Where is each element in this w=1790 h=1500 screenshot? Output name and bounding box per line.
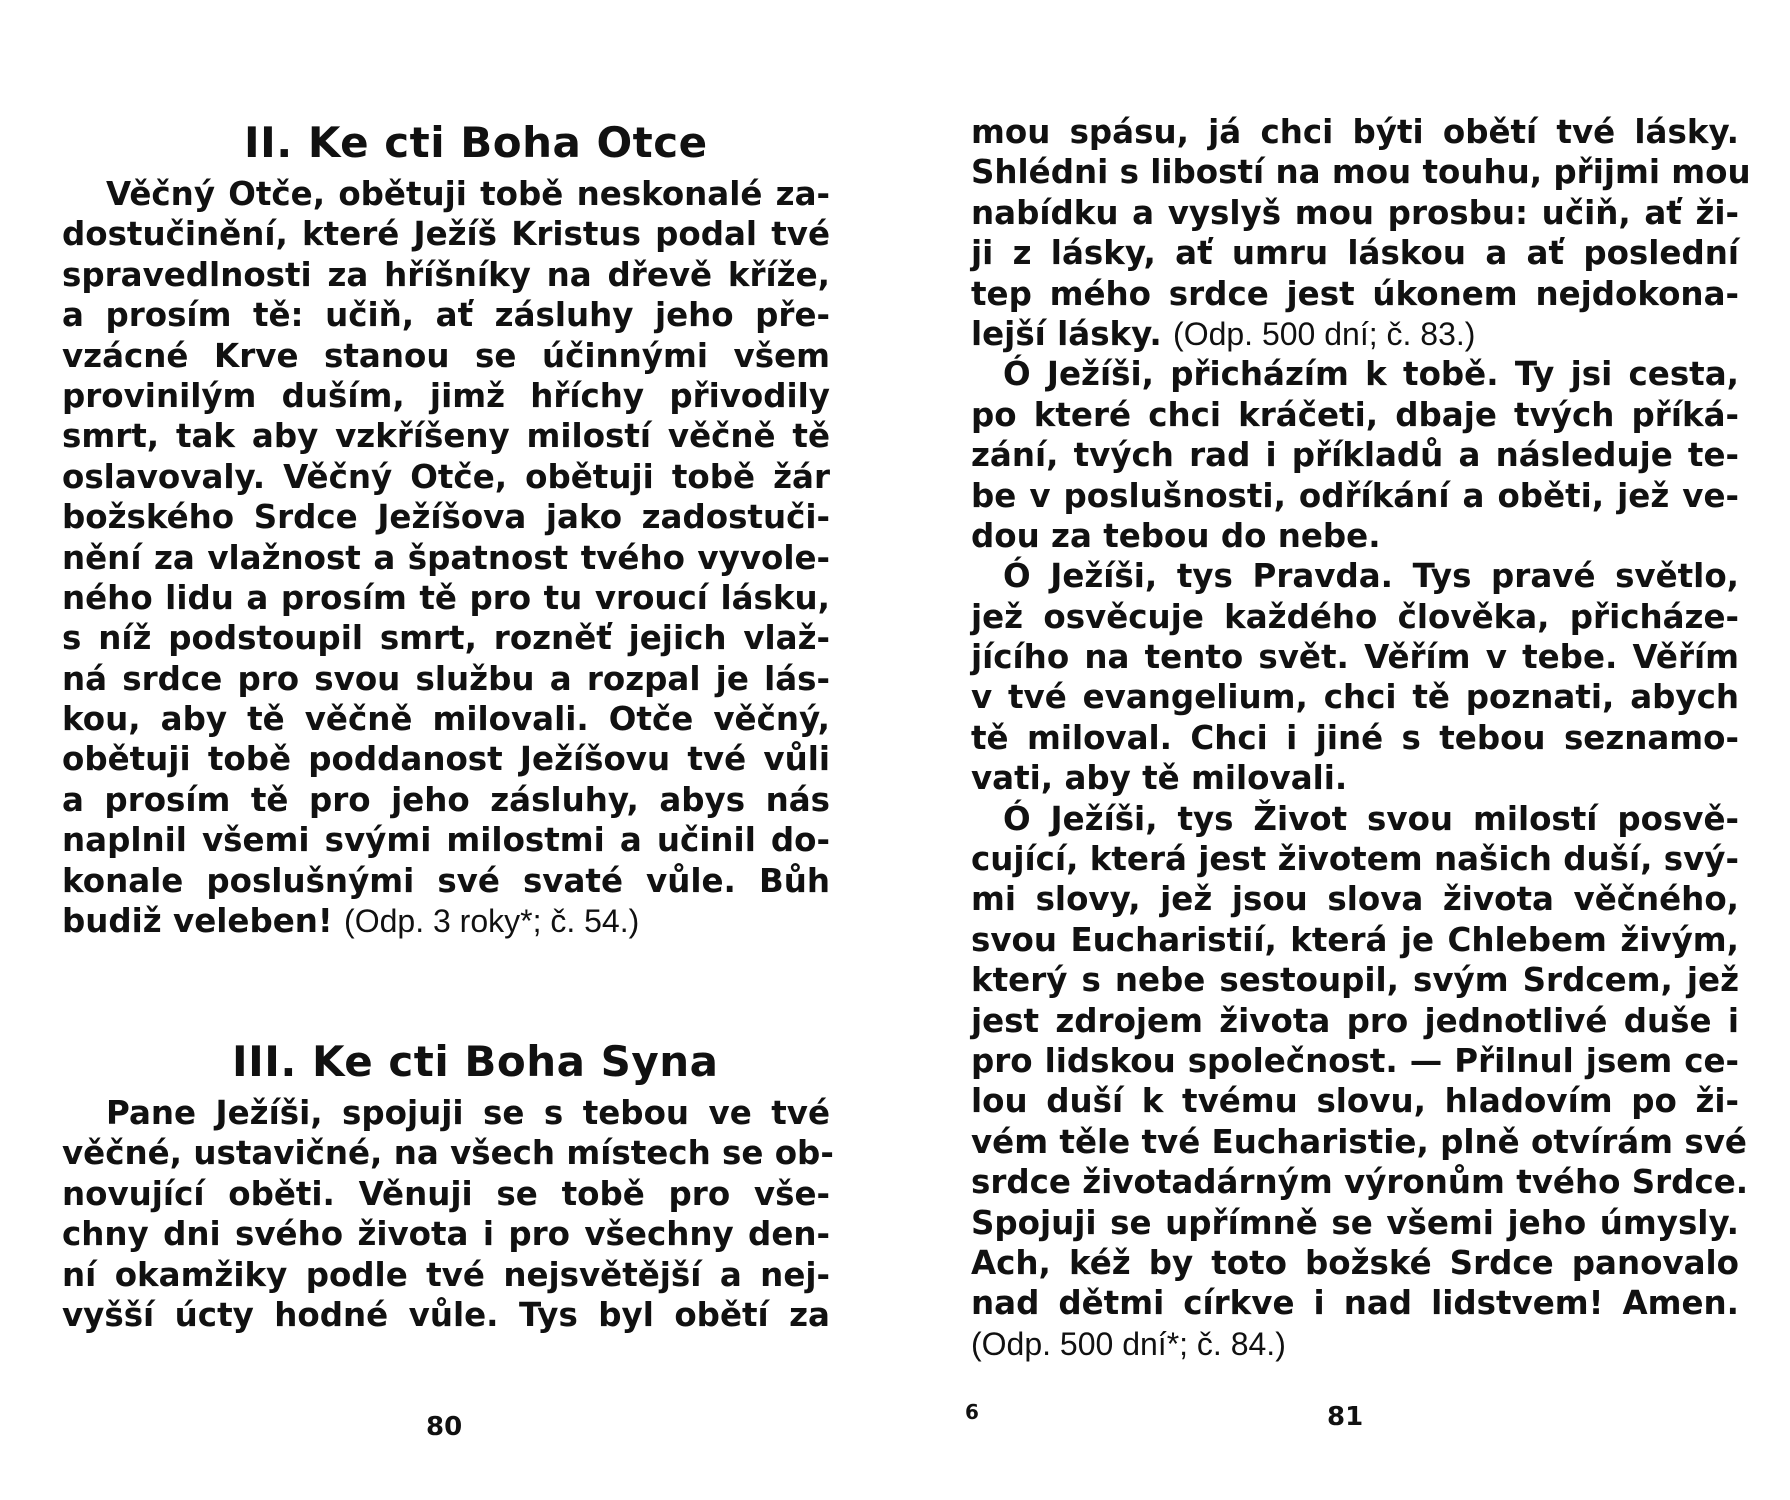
text-line: nad dětmi církve i nad lidstvem! Amen. xyxy=(971,1284,1739,1323)
text-line: kou, aby tě věčně milovali. Otče věčný, xyxy=(62,700,830,739)
text-line: zání, tvých rad i příkladů a následuje te- xyxy=(971,436,1739,475)
text-line: Spojuji se upřímně se všemi jeho úmysly. xyxy=(971,1203,1739,1242)
text-line-last: dou za tebou do nebe. xyxy=(971,516,1381,555)
section-heading-iii: III. Ke cti Boha Syna xyxy=(232,1037,719,1086)
text-line: smrt, tak aby vzkříšeny milostí věčně tě xyxy=(62,417,830,456)
text-line: božského Srdce Ježíšova jako zadostuči- xyxy=(62,498,830,537)
right-page xyxy=(895,0,1790,1500)
text-line: oslavovaly. Věčný Otče, obětuji tobě žár xyxy=(62,457,830,496)
page-number-left: 80 xyxy=(426,1412,463,1442)
text-line: nabídku a vyslyš mou prosbu: učiň, ať ži- xyxy=(971,193,1739,232)
text-line: a prosím tě pro jeho zásluhy, abys nás xyxy=(62,780,830,819)
text-line: svou Eucharistií, která je Chlebem živým, xyxy=(971,920,1739,959)
text-line: cující, která jest životem našich duší, svý- xyxy=(971,840,1739,879)
text-line: provinilým duším, jimž hříchy přivodily xyxy=(62,376,830,415)
text-line: Shlédni s libostí na mou touhu, přijmi mou xyxy=(971,153,1751,192)
text-line: vém těle tvé Eucharistie, plně otvírám své xyxy=(971,1122,1747,1161)
text-line: novující oběti. Věnuji se tobě pro vše- xyxy=(62,1174,830,1213)
text-line: lou duší k tvému slovu, hladovím po ži- xyxy=(971,1082,1739,1121)
text-line: pro lidskou společnost. — Přilnul jsem ce- xyxy=(971,1041,1739,1080)
text-line: tě miloval. Chci i jiné s tebou seznamo- xyxy=(971,718,1739,757)
text-line: chny dni svého života i pro všechny den- xyxy=(62,1215,830,1254)
text-line: be v poslušnosti, odříkání a oběti, jež ve- xyxy=(971,476,1739,515)
text-line-last: vati, aby tě milovali. xyxy=(971,759,1348,798)
indulgence-note: (Odp. 500 dní*; č. 84.) xyxy=(971,1325,1286,1362)
text-line: nění za vlažnost a špatnost tvého vyvole- xyxy=(62,538,830,577)
prayer-god-son xyxy=(62,1093,834,1335)
indulgence-note: (Odp. 3 roky*; č. 54.) xyxy=(344,903,640,940)
text-line: Ó Ježíši, tys Život svou milostí posvě- xyxy=(1003,799,1739,838)
text-line: tep mého srdce jest úkonem nejdokona- xyxy=(971,274,1739,313)
text-line: mi slovy, jež jsou slova života věčného, xyxy=(971,880,1739,919)
text-line: ného lidu a prosím tě pro tu vroucí lásku, xyxy=(62,578,830,617)
text-line: Pane Ježíši, spojuji se s tebou ve tvé xyxy=(106,1094,830,1132)
text-line: srdce životadárným výronům tvého Srdce. xyxy=(971,1163,1749,1202)
text-line: vyšší úcty hodné vůle. Tys byl obětí za xyxy=(62,1295,830,1334)
text-line: Ó Ježíši, tys Pravda. Tys pravé světlo, xyxy=(1003,557,1739,596)
text-line: Ó Ježíši, přicházím k tobě. Ty jsi cesta, xyxy=(1003,355,1739,394)
closing-phrase: budiž veleben! xyxy=(62,902,333,941)
indulgence-note: (Odp. 500 dní; č. 83.) xyxy=(1173,315,1476,352)
text-line: v tvé evangelium, chci tě poznati, abych xyxy=(971,678,1739,717)
page-number-right: 81 xyxy=(1327,1402,1364,1432)
text-line: ní okamžiky podle tvé nejsvětější a nej- xyxy=(62,1255,830,1294)
text-line: spravedlnosti za hříšníky na dřevě kříže, xyxy=(62,255,830,294)
closing-phrase: lejší lásky. xyxy=(971,314,1162,353)
text-line-last xyxy=(971,314,1739,354)
text-line: jest zdrojem života pro jednotlivé duše i xyxy=(971,1001,1739,1040)
text-line: obětuji tobě poddanost Ježíšovu tvé vůli xyxy=(62,740,830,779)
text-line: naplnil všemi svými milostmi a učinil do- xyxy=(62,821,830,860)
text-line-last xyxy=(62,901,830,941)
text-line: po které chci kráčeti, dbaje tvých příká- xyxy=(971,395,1739,434)
text-line: Věčný Otče, obětuji tobě neskonalé za- xyxy=(106,175,830,213)
text-line: mou spásu, já chci býti obětí tvé lásky. xyxy=(971,113,1739,151)
section-heading-ii: II. Ke cti Boha Otce xyxy=(244,118,708,167)
text-line: jícího na tento svět. Věřím v tebe. Věřím xyxy=(971,638,1739,677)
text-line: Ach, kéž by toto božské Srdce panovalo xyxy=(971,1243,1739,1282)
text-line: ji z lásky, ať umru láskou a ať poslední xyxy=(971,234,1739,273)
text-line: jež osvěcuje každého člověka, přicháze- xyxy=(971,597,1739,636)
prayer-continuation xyxy=(971,112,1751,1364)
signature-mark: 6 xyxy=(965,1400,979,1424)
text-line: s níž podstoupil smrt, rozněť jejich vlaž- xyxy=(62,619,830,658)
prayer-god-father xyxy=(62,174,830,941)
text-line: ná srdce pro svou službu a rozpal je lás- xyxy=(62,659,830,698)
text-line: dostučinění, které Ježíš Kristus podal tvé xyxy=(62,215,830,254)
text-line: věčné, ustavičné, na všech místech se ob- xyxy=(62,1134,834,1173)
text-line: vzácné Krve stanou se účinnými všem xyxy=(62,336,830,375)
text-line: konale poslušnými své svaté vůle. Bůh xyxy=(62,861,830,900)
text-line: a prosím tě: učiň, ať zásluhy jeho pře- xyxy=(62,296,830,335)
text-line: který s nebe sestoupil, svým Srdcem, jež xyxy=(971,961,1739,1000)
